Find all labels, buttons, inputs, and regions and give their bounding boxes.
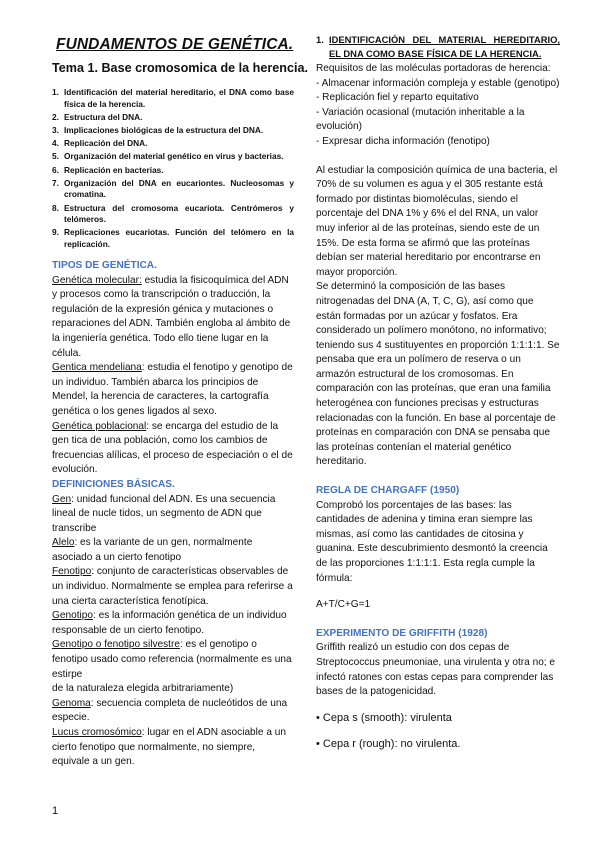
toc-item (52, 138, 294, 150)
definicion-text: : lugar en el ADN asociable a un cierto fenotipo que normalmente, no siempre, equivale a un gen. (52, 727, 286, 768)
definicion-item (52, 726, 294, 770)
tipos-item (52, 361, 294, 419)
toc-item-number: 3. (52, 124, 59, 135)
toc-item-number: 5. (52, 151, 59, 162)
toc-item-text: Organización del material genético en virus y bacterias. (64, 151, 284, 162)
definicion-term: Fenotipo (52, 566, 92, 578)
toc-item-text: Organización del DNA en eucariontes. Nucleosomas y cromatina. (64, 177, 294, 200)
toc-item-number: 1. (52, 87, 59, 97)
toc-item (52, 227, 294, 250)
toc-item (52, 112, 294, 124)
tipos-text: : estudia el fenotipo y genotipo de un individuo. También abarca los principios de Mendel, la herencia de caracteres, la cartografía genética o los genes ligados al sexo. (52, 362, 293, 417)
definicion-item (52, 493, 294, 537)
section-1-number: 1. (316, 34, 324, 45)
toc-item (52, 203, 294, 226)
definicion-continuation: de la naturaleza elegida arbitrariamente) (52, 683, 234, 695)
tema-heading: Tema 1. Base cromosomica de la herencia. (52, 61, 308, 75)
tipos-item (52, 274, 294, 362)
definicion-term: Gen (52, 493, 72, 505)
definicion-text: : es el genotipo o fenotipo usado como referencia (normalmente es una estirpe (52, 639, 292, 680)
requisito-item: - Expresar dicha información (fenotipo) (316, 135, 490, 147)
toc-item-text: Estructura del cromosoma eucariota. Centrómeros y telómeros. (64, 202, 294, 225)
document-title: FUNDAMENTOS DE GENÉTICA. (56, 36, 294, 53)
page-number: 1 (52, 805, 59, 817)
toc-item-number: 2. (52, 111, 59, 122)
tipos-heading: TIPOS DE GENÉTICA. (52, 260, 157, 271)
definicion-item (52, 609, 294, 638)
toc-item (52, 87, 294, 110)
requisito-item: - Replicación fiel y reparto equitativo (316, 92, 479, 104)
right-column-body (316, 62, 560, 752)
toc-item-text: Replicación del DNA. (64, 138, 148, 149)
definicion-term: Alelo (52, 537, 75, 549)
griffith-bullet: • Cepa r (rough): no virulenta. (316, 738, 461, 751)
definicion-item (52, 536, 294, 565)
definiciones-heading: DEFINICIONES BÁSICAS. (52, 478, 175, 490)
toc-item-text: Identificación del material hereditario, el DNA como base física de la herencia. (64, 87, 294, 109)
tipos-text: estudia la fisicoquímica del ADN y procesos como la transcripción o traducción, la regulación de la expresión génica y mutaciones o reparaciones del ADN. También engloba al ámbito de la ingeniería genética. Todo ello tiene lugar en la célula. (52, 274, 291, 359)
toc-item (52, 178, 294, 201)
definicion-text: : es la variante de un gen, normalmente asociado a un cierto fenotipo (52, 537, 253, 563)
tipos-item (52, 420, 294, 478)
requisito-item: - Almacenar información compleja y estable (genotipo) (316, 77, 560, 89)
definicion-term: Genotipo (52, 610, 93, 622)
griffith-bullet: • Cepa s (smooth): virulenta (316, 711, 452, 724)
definicion-term: Genoma (52, 697, 91, 709)
chargaff-formula: A+T/C+G=1 (316, 599, 371, 611)
toc-item-number: 8. (52, 202, 59, 213)
paragraph-composicion: Al estudiar la composición química de una bacteria, el 70% de su volumen es agua y el 305 restante está formado por distintas biomoléculas, siendo el porcentaje del DNA 1% y 6% el del RNA, un valor muy inferior al de las proteínas, siendo este de un 15%. De esta forma se afirmó que las proteínas debían ser material hereditario por encontrarse en mayor proporción. (316, 164, 558, 278)
requisito-item: - Variación ocasional (mutación inheritable a la evolución) (316, 106, 525, 133)
definicion-term: Genotipo o fenotipo silvestre (52, 639, 180, 651)
chargaff-text: Comprobó los porcentajes de las bases: las cantidades de adenina y timina eran siempre las mismas, así como las cantidades de citosina y guanina. Este descubrimiento desmontó la creencia de las proporciones 1:1:1:1. Esta regla cumple la fórmula: (316, 499, 548, 584)
section-1-title: IDENTIFICACIÓN DEL MATERIAL HEREDITARIO, EL DNA COMO BASE FÍSICA DE LA HERENCIA. (329, 34, 560, 59)
definicion-text: : secuencia completa de nucleótidos de una especie. (52, 697, 288, 724)
tipos-section (52, 259, 294, 770)
chargaff-heading: REGLA DE CHARGAFF (1950) (316, 485, 460, 497)
griffith-text: Griffith realizó un estudio con dos cepas de Streptococcus pneumoniae, una virulenta y otra no; e infectó ratones con estas cepas para comprender las bases de la patogenicidad. (316, 642, 556, 698)
definicion-text: : es la información genética de un individuo responsable de un cierto fenotipo. (52, 610, 287, 636)
toc-item-number: 7. (52, 177, 59, 188)
toc-item-text: Replicación en bacterias. (64, 164, 164, 175)
tipos-term: Gentica mendeliana (52, 362, 142, 374)
paragraph-bases: Se determinó la composición de las bases nitrogenadas del DNA (A, T, C, G), así como que están formadas por un azúcar y fosfatos. Era considerado un polímero monótono, no informativo; teniendo sus 4 sustituyentes en proporción 1:1:1:1. Se pensaba que era un polímero de reserva o un armazón estructural de los cromosomas. En comparación con las proteínas, que eran una familia heterogénea con funciones precisas y estructuras relacionadas con la función. En base al porcentaje de proteínas en comparación con DNA se pensaba que las proteínas contenían el material genético hereditario. (316, 281, 560, 468)
toc-item-number: 4. (52, 138, 59, 149)
requisitos-intro: Requisitos de las moléculas portadoras de herencia: (316, 63, 551, 74)
toc-item-number: 9. (52, 227, 59, 238)
tipos-text: : se encarga del estudio de la gen tica de una población, como los cambios de frecuencias alílicas, el proceso de especiación o el de evolución. (52, 420, 293, 476)
toc-item-text: Implicaciones biológicas de la estructura del DNA. (64, 124, 264, 135)
definicion-text: : conjunto de características observables de un individuo. Normalmente se emplea para referirse a (52, 566, 293, 593)
definicion-text: : unidad funcional del ADN. Es una secuencia lineal de nucle tidos, un segmento de ADN que transcribe (52, 493, 276, 534)
definicion-item (52, 697, 294, 726)
definicion-term: Lucus cromosómico (52, 727, 142, 738)
toc-item-number: 6. (52, 164, 59, 175)
toc-item (52, 125, 294, 137)
section-1-heading (316, 33, 560, 60)
definicion-item (52, 565, 294, 594)
table-of-contents (52, 87, 294, 252)
toc-item (52, 165, 294, 177)
griffith-heading: EXPERIMENTO DE GRIFFITH (1928) (316, 627, 488, 639)
definicion-continuation: una cierta característica fenotípica. (52, 595, 209, 607)
toc-item (52, 151, 294, 163)
toc-item-text: Estructura del DNA. (64, 111, 143, 122)
toc-item-text: Replicaciones eucariotas. Función del telómero en la replicación. (64, 227, 294, 249)
definicion-item (52, 638, 294, 682)
tipos-term: Genética molecular: (52, 274, 142, 286)
tipos-term: Genética poblacional (52, 420, 147, 432)
